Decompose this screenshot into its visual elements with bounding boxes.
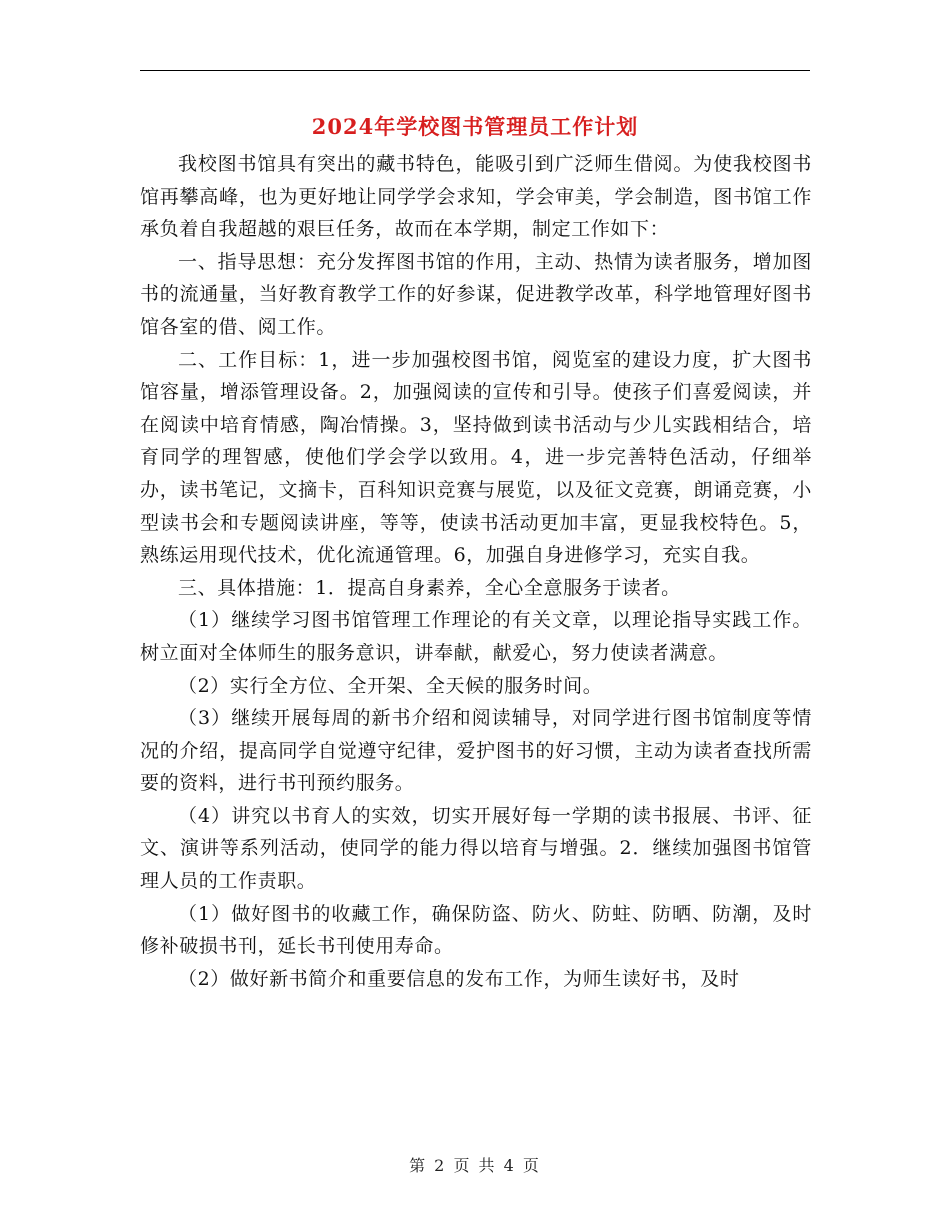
paragraph-measure-1-4: （4）讲究以书育人的实效，切实开展好每一学期的读书报展、书评、征文、演讲等系列活动，使同学的能力得以培育与增强。2．继续加强图书馆管理人员的工作责职。	[140, 804, 812, 893]
document-body	[140, 148, 812, 995]
paragraph-measure-2-1: （1）做好图书的收藏工作，确保防盗、防火、防蛀、防晒、防潮，及时修补破损书刊，延长书刊使用寿命。	[140, 902, 812, 958]
paragraph-measure-2-2: （2）做好新书简介和重要信息的发布工作，为师生读好书，及时	[178, 967, 740, 990]
header-rule	[140, 70, 810, 71]
paragraph-measure-1-3: （3）继续开展每周的新书介绍和阅读辅导，对同学进行图书馆制度等情况的介绍，提高同学自觉遵守纪律，爱护图书的好习惯，主动为读者查找所需要的资料，进行书刊预约服务。	[140, 707, 812, 795]
paragraph-measures-heading: 三、具体措施：1．提高自身素养，全心全意服务于读者。	[178, 576, 681, 599]
paragraph-intro: 我校图书馆具有突出的藏书特色，能吸引到广泛师生借阅。为使我校图书馆再攀高峰，也为更好地让同学学会求知，学会审美，学会制造，图书馆工作承负着自我超越的艰巨任务，故而在本学期，制定工作如下：	[140, 153, 812, 241]
page-number: 第 2 页 共 4 页	[409, 1156, 541, 1175]
paragraph-guiding-thought: 一、指导思想：充分发挥图书馆的作用，主动、热情为读者服务，增加图书的流通量，当好教育教学工作的好参谋，促进教学改革，科学地管理好图书馆各室的借、阅工作。	[140, 250, 812, 338]
paragraph-measure-1-1: （1）继续学习图书馆管理工作理论的有关文章，以理论指导实践工作。树立面对全体师生的服务意识，讲奉献，献爱心，努力使读者满意。	[140, 609, 812, 664]
paragraph-measure-1-2: （2）实行全方位、全开架、全天候的服务时间。	[178, 674, 603, 697]
paragraph-work-goals: 二、工作目标：1，进一步加强校图书馆，阅览室的建设力度，扩大图书馆容量，增添管理设备。2，加强阅读的宣传和引导。使孩子们喜爱阅读，并在阅读中培育情感，陶冶情操。3，坚持做到读书活动与少儿实践相结合，培育同学的理智感，使他们学会学以致用。4，进一步完善特色活动，仔细举办，读书笔记，文摘卡，百科知识竞赛与展览，以及征文竞赛，朗诵竞赛，小型读书会和专题阅读讲座，等等，使读书活动更加丰富，更显我校特色。5，熟练运用现代技术，优化流通管理。6，加强自身进修学习，充实自我。	[140, 348, 812, 567]
document-title: 2024年学校图书管理员工作计划	[311, 114, 639, 139]
